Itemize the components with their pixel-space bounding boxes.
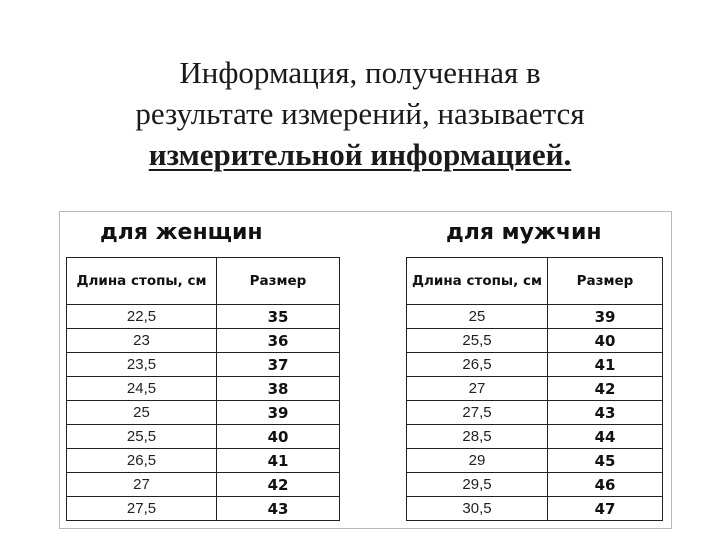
foot-length-cell: 22,5 bbox=[67, 305, 217, 329]
foot-length-cell: 25,5 bbox=[67, 425, 217, 449]
size-charts-image bbox=[59, 211, 672, 529]
table-row bbox=[67, 305, 340, 329]
foot-length-cell: 24,5 bbox=[67, 377, 217, 401]
table-row bbox=[67, 329, 340, 353]
size-cell: 39 bbox=[217, 401, 340, 425]
table-row bbox=[407, 377, 663, 401]
size-cell: 40 bbox=[217, 425, 340, 449]
table-row bbox=[407, 305, 663, 329]
title-line-2: результате измерений, называется bbox=[135, 96, 585, 131]
title-emphasis: измерительной информацией. bbox=[148, 137, 572, 172]
size-cell: 35 bbox=[217, 305, 340, 329]
size-cell: 41 bbox=[217, 449, 340, 473]
size-cell: 39 bbox=[548, 305, 663, 329]
foot-length-cell: 23,5 bbox=[67, 353, 217, 377]
foot-length-cell: 25 bbox=[67, 401, 217, 425]
foot-length-cell: 25 bbox=[407, 305, 548, 329]
size-cell: 38 bbox=[217, 377, 340, 401]
table-row bbox=[67, 377, 340, 401]
foot-length-cell: 27,5 bbox=[407, 401, 548, 425]
size-cell: 47 bbox=[548, 497, 663, 521]
table-row bbox=[407, 449, 663, 473]
men-size-table bbox=[406, 257, 663, 521]
table-row bbox=[407, 425, 663, 449]
table-row bbox=[407, 329, 663, 353]
foot-length-cell: 27,5 bbox=[67, 497, 217, 521]
size-header: Размер bbox=[548, 258, 663, 305]
table-row bbox=[407, 497, 663, 521]
size-cell: 42 bbox=[217, 473, 340, 497]
slide-title bbox=[0, 52, 720, 175]
women-heading: для женщин bbox=[100, 220, 263, 245]
men-heading: для мужчин bbox=[446, 220, 602, 245]
foot-length-cell: 27 bbox=[67, 473, 217, 497]
table-header-row bbox=[407, 258, 663, 305]
women-size-table bbox=[66, 257, 340, 521]
size-cell: 36 bbox=[217, 329, 340, 353]
size-header: Размер bbox=[217, 258, 340, 305]
foot-length-cell: 30,5 bbox=[407, 497, 548, 521]
foot-length-cell: 25,5 bbox=[407, 329, 548, 353]
table-row bbox=[67, 353, 340, 377]
size-cell: 43 bbox=[548, 401, 663, 425]
foot-length-header: Длина стопы, см bbox=[407, 258, 548, 305]
foot-length-cell: 26,5 bbox=[407, 353, 548, 377]
table-row bbox=[67, 473, 340, 497]
size-cell: 41 bbox=[548, 353, 663, 377]
size-cell: 37 bbox=[217, 353, 340, 377]
size-cell: 46 bbox=[548, 473, 663, 497]
table-row bbox=[407, 473, 663, 497]
table-row bbox=[407, 401, 663, 425]
title-line-1: Информация, полученная в bbox=[179, 55, 541, 90]
size-cell: 44 bbox=[548, 425, 663, 449]
size-cell: 42 bbox=[548, 377, 663, 401]
table-header-row bbox=[67, 258, 340, 305]
size-cell: 40 bbox=[548, 329, 663, 353]
size-cell: 43 bbox=[217, 497, 340, 521]
foot-length-cell: 29 bbox=[407, 449, 548, 473]
size-cell: 45 bbox=[548, 449, 663, 473]
foot-length-cell: 29,5 bbox=[407, 473, 548, 497]
table-row bbox=[67, 497, 340, 521]
table-row bbox=[67, 425, 340, 449]
foot-length-cell: 26,5 bbox=[67, 449, 217, 473]
foot-length-header: Длина стопы, см bbox=[67, 258, 217, 305]
table-row bbox=[67, 449, 340, 473]
foot-length-cell: 27 bbox=[407, 377, 548, 401]
table-row bbox=[67, 401, 340, 425]
foot-length-cell: 23 bbox=[67, 329, 217, 353]
table-row bbox=[407, 353, 663, 377]
foot-length-cell: 28,5 bbox=[407, 425, 548, 449]
